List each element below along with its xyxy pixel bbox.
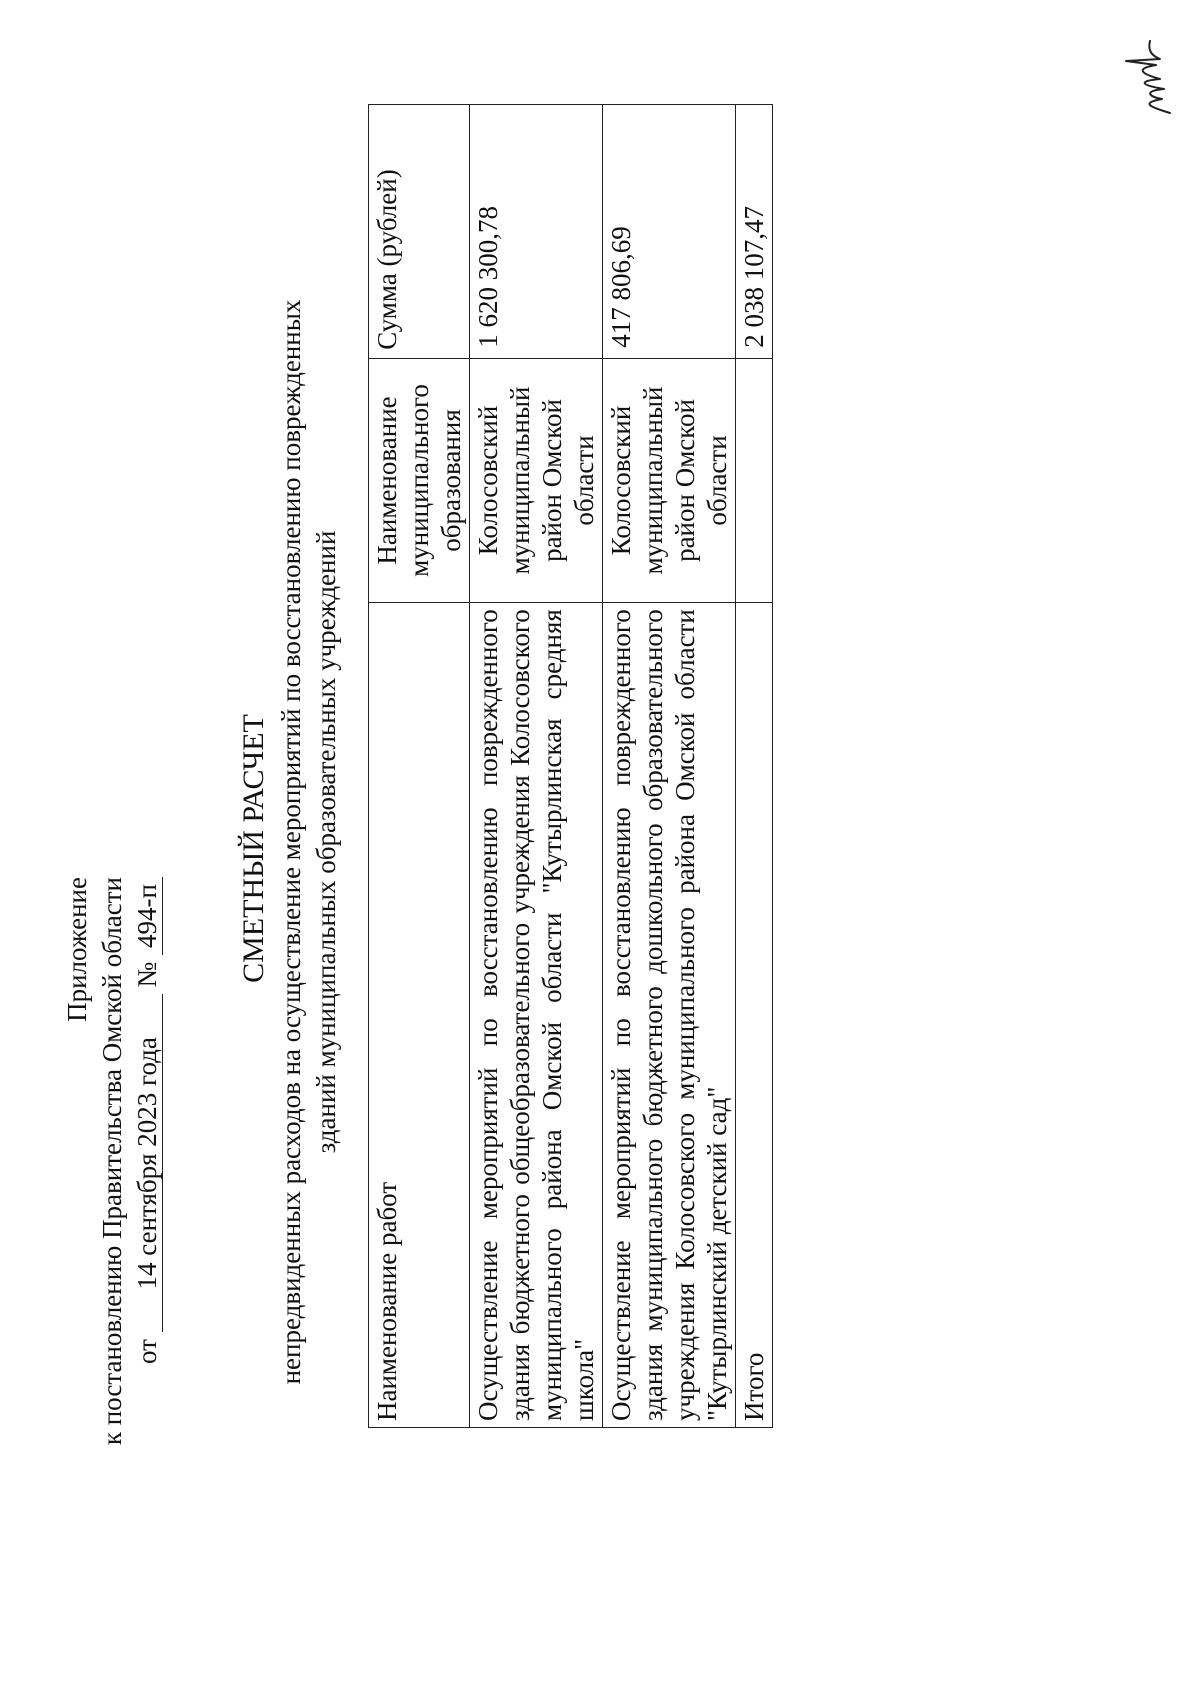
- total-row: [736, 105, 773, 1428]
- document-title: СМЕТНЫЙ РАСЧЕТ: [237, 714, 270, 983]
- document-date: 14 сентября 2023 года: [132, 994, 163, 1332]
- total-sum: 2 038 107,47: [736, 105, 773, 359]
- row-sum: 1 620 300,78: [470, 105, 603, 359]
- table-header-row: [369, 105, 470, 1428]
- row-work: Осуществление мероприятий по восстановлению поврежденного здания бюджетного общеобразовательного учреждения Колосовского муниципального района Омской области "Кутырлинская средняя школа": [470, 603, 603, 1428]
- header-work: Наименование работ: [369, 603, 470, 1428]
- total-label: Итого: [736, 603, 773, 1428]
- appendix-label: Приложение: [62, 877, 92, 1022]
- handwritten-signature: [1120, 37, 1180, 117]
- header-municipality: Наименование муниципального образования: [369, 358, 470, 602]
- number-prefix: №: [132, 961, 162, 988]
- document-subtitle: непредвиденных расходов на осуществление мероприятий по восстановлению поврежденных зданий муниципальных образовательных учреждений: [276, 299, 341, 1385]
- row-municipality: Колосовский муниципальный район Омской области: [470, 358, 603, 602]
- total-municipality-empty: [736, 358, 773, 602]
- row-work: Осуществление мероприятий по восстановлению поврежденного здания муниципального бюджетного дошкольного образовательного учреждения Колосовского муниципального района Омской области "Кутырлинский детский сад": [603, 603, 736, 1428]
- appendix-date-line: [130, 877, 165, 1597]
- header-sum: Сумма (рублей): [369, 105, 470, 359]
- title-block: [236, 0, 344, 1697]
- table-row: [603, 105, 736, 1428]
- from-prefix: от: [132, 1339, 162, 1364]
- estimate-table: [368, 104, 773, 1428]
- appendix-header: [60, 877, 165, 1597]
- row-sum: 417 806,69: [603, 105, 736, 359]
- appendix-reference: к постановлению Правительства Омской области: [97, 877, 127, 1446]
- document-number: 494-п: [132, 877, 163, 955]
- table-row: [470, 105, 603, 1428]
- row-municipality: Колосовский муниципальный район Омской области: [603, 358, 736, 602]
